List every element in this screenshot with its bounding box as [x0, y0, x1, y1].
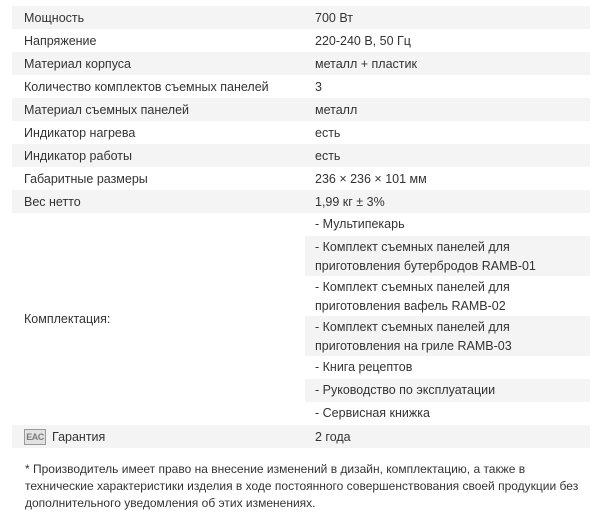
spec-label: Вес нетто — [24, 194, 81, 209]
spec-value: металл — [315, 102, 358, 117]
spec-row-body-material — [12, 52, 590, 75]
spec-row-power — [12, 6, 590, 29]
spec-row-dimensions — [12, 167, 590, 190]
spec-row-package-contents — [12, 213, 590, 425]
kit-item: - Комплект съемных панелей для приготовления бутербродов RAMB-01 — [305, 236, 590, 276]
kit-item: - Комплект съемных панелей для приготовления вафель RAMB-02 — [315, 280, 510, 313]
spec-value: 1,99 кг ± 3% — [315, 194, 385, 209]
kit-label: Комплектация: — [24, 312, 111, 326]
spec-row-warranty — [12, 425, 590, 448]
spec-row-panel-material — [12, 98, 590, 121]
spec-value: 700 Вт — [315, 10, 353, 25]
spec-value: 3 — [315, 79, 322, 94]
specs-table — [12, 6, 590, 448]
disclaimer-footnote: * Производитель имеет право на внесение изменений в дизайн, комплектацию, а также в технические характеристики изделия в ходе постоянного совершенствования своей продукции без дополнительного уведомления об этих изменениях. — [25, 462, 579, 510]
spec-label: Индикатор работы — [24, 148, 132, 163]
warranty-value: 2 года — [315, 429, 351, 444]
spec-label: Индикатор нагрева — [24, 125, 136, 140]
spec-row-work-indicator — [12, 144, 590, 167]
spec-label: Напряжение — [24, 33, 97, 48]
kit-item: - Сервисная книжка — [315, 406, 430, 420]
spec-value: есть — [315, 125, 341, 140]
kit-item: - Книга рецептов — [315, 360, 413, 374]
spec-row-weight — [12, 190, 590, 213]
kit-item: - Мультипекарь — [315, 217, 405, 231]
spec-row-voltage — [12, 29, 590, 52]
spec-label: Количество комплектов съемных панелей — [24, 79, 269, 94]
spec-label: Материал корпуса — [24, 56, 132, 71]
kit-item: - Руководство по эксплуатации — [305, 379, 590, 402]
spec-row-heat-indicator — [12, 121, 590, 144]
spec-label: Мощность — [24, 10, 85, 25]
kit-item: - Комплект съемных панелей для приготовления на гриле RAMB-03 — [305, 316, 590, 356]
spec-value: металл + пластик — [315, 56, 417, 71]
eac-mark-icon: EAC — [24, 429, 46, 445]
spec-value: 236 × 236 × 101 мм — [315, 171, 427, 186]
spec-label: Материал съемных панелей — [24, 102, 190, 117]
spec-value: 220-240 В, 50 Гц — [315, 33, 411, 48]
spec-label: Габаритные размеры — [24, 171, 148, 186]
kit-list — [305, 213, 590, 425]
spec-value: есть — [315, 148, 341, 163]
spec-label — [12, 425, 305, 448]
warranty-label: Гарантия — [52, 429, 106, 444]
spec-row-panel-sets — [12, 75, 590, 98]
